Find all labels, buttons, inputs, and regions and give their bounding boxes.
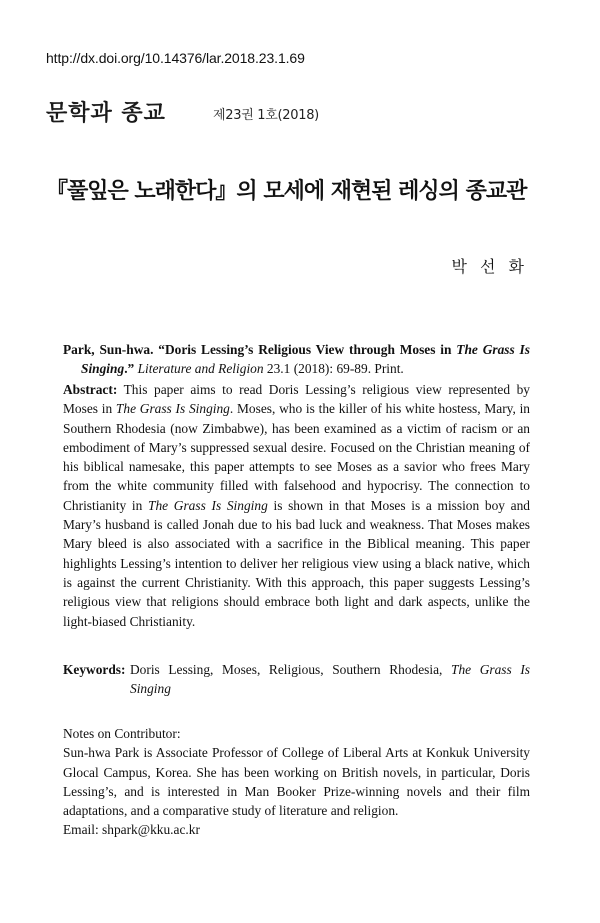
citation [63, 340, 530, 379]
notes-heading: Notes on Contributor: [63, 726, 181, 741]
article-title: 『풀잎은 노래한다』의 모세에 재현된 레싱의 종교관 [46, 179, 527, 204]
contributor-notes [63, 724, 530, 840]
abstract-text-2: . Moses, who is the killer of his white hostess, Mary, in Southern Rhodesia (now Zimbabwe), has been examined as a victim of racism or an embodiment of Mary’s suppressed sexual desire. Focused on the Christian meaning of his biblical namesake, this paper attempts to see Moses as a savior who frees Mary from the white community filled with falsehood and hypocrisy. The connection to Christianity in [63, 401, 531, 513]
notes-email[interactable]: Email: shpark@kku.ac.kr [63, 822, 200, 838]
abstract-text-3: is shown in that Moses is a mission boy and Mary’s husband is called Jonah due to his bad luck and weakness. That Moses makes Mary bleed is also associated with a sacrifice in the Biblical meaning. This paper highlights Lessing’s intention to deliver her religious view using a black native, which is against the current Christianity. With this approach, this paper suggests Lessing’s religious view that religions should embrace both light and dark aspects, unlike the light-biased Christianity. [63, 497, 530, 629]
citation-title-italic: The Grass Is Singing [81, 342, 530, 377]
abstract-text-1: This paper aims to read Doris Lessing’s religious view represented by Moses in [63, 382, 530, 417]
keywords-label: Keywords: [63, 662, 126, 677]
citation-details: 23.1 (2018): 69-89. Print. [263, 361, 404, 377]
article-author: 박 선 화 [451, 257, 528, 276]
citation-title-close: .” [124, 361, 135, 377]
notes-body: Sun-hwa Park is Associate Professor of College of Liberal Arts at Konkuk University Glocal Campus, Korea. She has been working on British novels, in particular, Doris Lessing’s, and is interested in Man Booker Prize-winning novels and their film adaptations, and a comparative study of literature and religion. [63, 745, 530, 819]
citation-authors: Park, Sun-hwa. [63, 342, 154, 357]
abstract-italic-2: The Grass Is Singing [148, 497, 268, 513]
abstract-italic-1: The Grass Is Singing [115, 401, 230, 417]
citation-journal: Literature and Religion [137, 361, 264, 377]
keywords-text: Doris Lessing, Moses, Religious, Southern Rhodesia, [130, 662, 451, 677]
issue-label: 제23권 1호(2018) [213, 108, 319, 123]
doi-link[interactable]: http://dx.doi.org/10.14376/lar.2018.23.1.69 [46, 50, 305, 66]
keywords-italic: The Grass Is Singing [130, 662, 530, 697]
journal-name: 문학과 종교 [46, 100, 166, 126]
abstract [63, 380, 530, 631]
citation-title-open: “Doris Lessing’s Religious View through Moses in [158, 342, 457, 357]
abstract-label: Abstract: [63, 382, 118, 397]
keywords [63, 660, 530, 699]
